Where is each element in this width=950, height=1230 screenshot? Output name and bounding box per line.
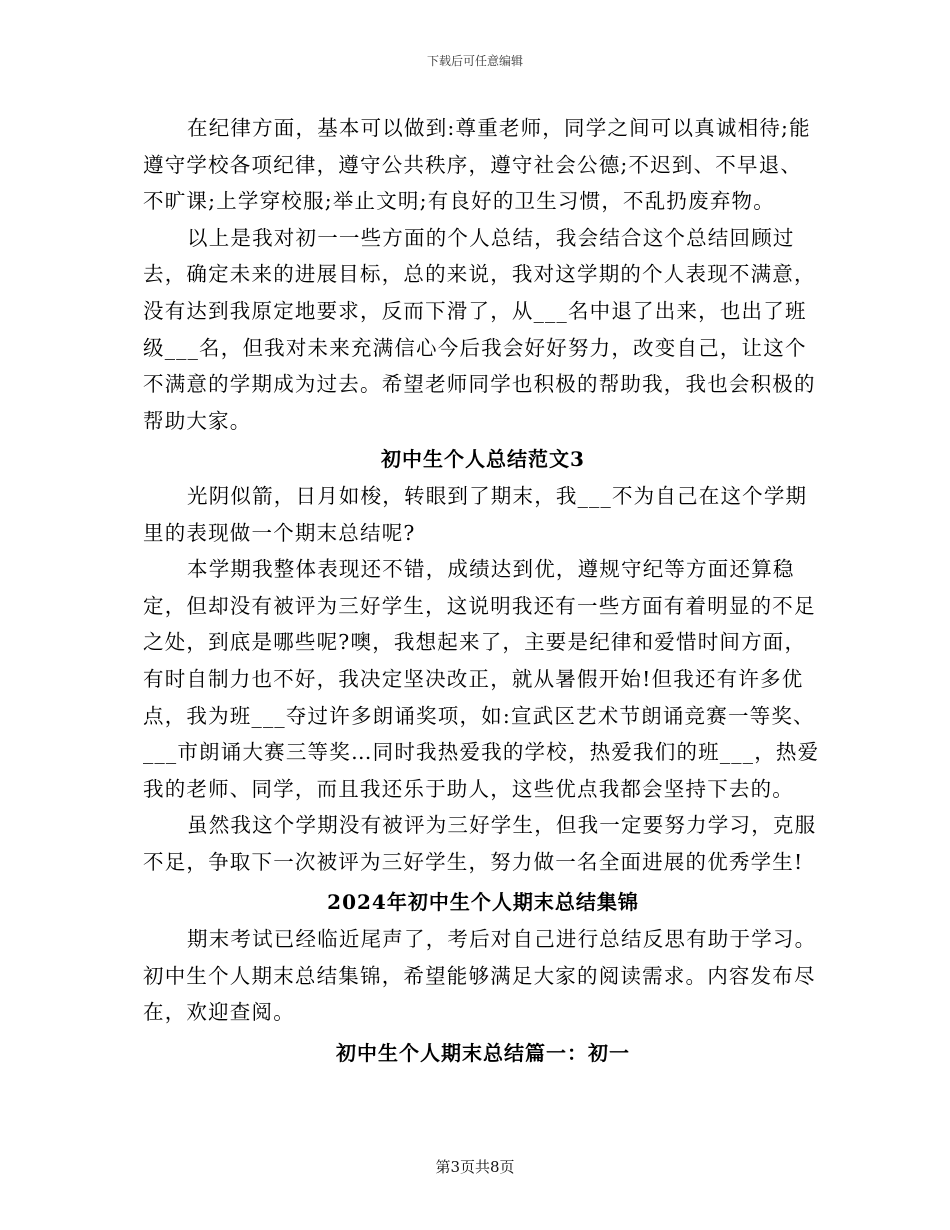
heading-part-one: 初中生个人期末总结篇一：初一 <box>336 1040 630 1065</box>
paragraph-intro-3: 光阴似箭，日月如梭，转眼到了期末，我___不为自己在这个学期里的表现做一个期末总结呢? <box>143 483 808 545</box>
paragraph-summary-conclusion: 以上是我对初一一些方面的个人总结，我会结合这个总结回顾过去，确定未来的进展目标，总的来说，我对这学期的个人表现不满意，没有达到我原定地要求，反而下滑了，从___名中退了出来，也出了班级___名，但我对未来充满信心今后我会好好努力，改变自己，让这个不满意的学期成为过去。希望老师同学也积极的帮助我，我也会积极的帮助大家。 <box>143 225 816 433</box>
paragraph-collection-intro: 期末考试已经临近尾声了，考后对自己进行总结反思有助于学习。初中生个人期末总结集锦，希望能够满足大家的阅读需求。内容发布尽在，欢迎查阅。 <box>143 927 817 1025</box>
paragraph-resolution: 虽然我这个学期没有被评为三好学生，但我一定要努力学习，克服不足，争取下一次被评为三好学生，努力做一名全面进展的优秀学生! <box>143 813 817 874</box>
heading-collection: 2024年初中生个人期末总结集锦 <box>327 890 639 915</box>
document-body <box>143 110 823 1071</box>
page-header: 下载后可任意编辑 <box>426 54 523 68</box>
page-footer: 第3页共8页 <box>435 1158 515 1176</box>
paragraph-discipline: 在纪律方面，基本可以做到:尊重老师，同学之间可以真诚相待;能遵守学校各项纪律，遵守公共秩序，遵守社会公德;不迟到、不早退、不旷课;上学穿校服;举止文明;有良好的卫生习惯，不乱扔废弃物。 <box>143 116 811 214</box>
heading-sample-3: 初中生个人总结范文3 <box>381 447 585 472</box>
paragraph-performance: 本学期我整体表现还不错，成绩达到优，遵规守纪等方面还算稳定，但却没有被评为三好学生，这说明我还有一些方面有着明显的不足之处，到底是哪些呢?噢，我想起来了，主要是纪律和爱惜时间方面，有时自制力也不好，我决定坚决改正，就从暑假开始!但我还有许多优点，我为班___夺过许多朗诵奖项，如:宣武区艺术节朗诵竞赛一等奖、___市朗诵大赛三等奖…同时我热爱我的学校，热爱我们的班___，热爱我的老师、同学，而且我还乐于助人，这些优点我都会坚持下去的。 <box>143 557 820 801</box>
